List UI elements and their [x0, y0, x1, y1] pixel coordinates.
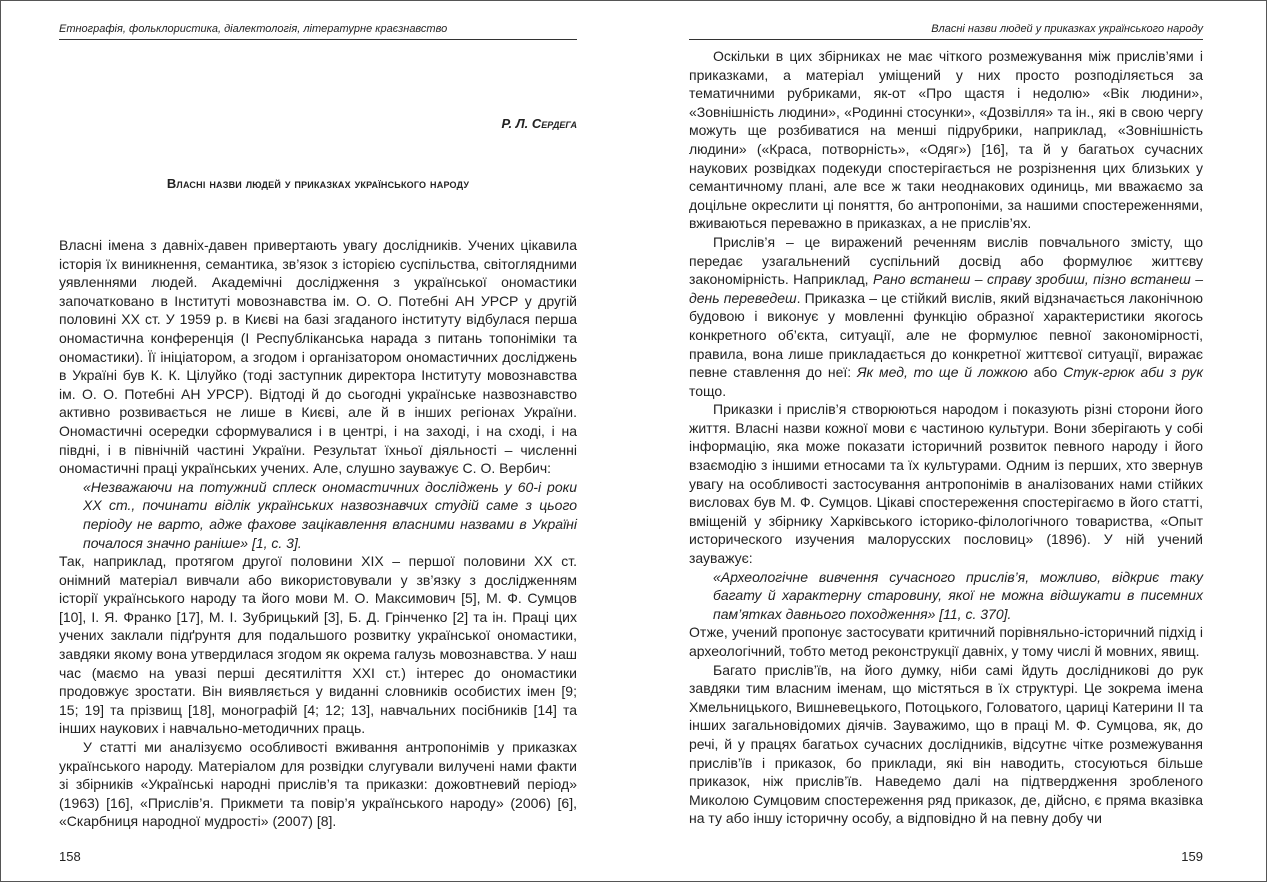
example-saying: Як мед, то ще й ложкою [857, 364, 1028, 381]
text-run: тощо. [689, 382, 727, 399]
paragraph: Оскільки в цих збірниках не має чіткого розмежування між прислів’ями і приказками, а матеріал уміщений у них просто розподіляється за тематичними рубриками, як-от «Про щастя і недолю» «Вік людини», «Зовнішність людини», «Родинні стосунки», «Дозвілля» та ін., які в свою чергу можуть ще розбиватися на менші підрубрики, наприклад, «Зовнішність людини» («Краса, потворність», «Одяг») [16], та й у багатьох сучасних наукових розвідках подекуди спостерігається не розрізнення цих близьких у семантичному плані, але все ж таки неоднакових одиниць, ми вважаємо за доцільне окреслити ці поняття, бо антропоніми, за нашими спостереженнями, вживаються переважно в приказках, а не прислів’ях. [689, 48, 1203, 232]
right-page [689, 1, 1203, 883]
text-run: . Приказка – це стійкий вислів, який відзначається лаконічною будовою і виконує у мовленні функцію образної характеристики якогось конкретного об’єкта, ситуації, але не формулює певної закономірності, правила, вона лише прикладається до конкретної життєвої ситуації, виражає певне ставлення до неї: [689, 289, 1203, 381]
right-body [689, 47, 1203, 828]
paragraph: Власні імена з давніх-давен привертають увагу дослідників. Учених цікавила історія їх виникнення, семантика, зв’язок з історією суспільства, світоглядними уявленнями людей. Академічні дослідження з української ономастики започатковано в Інституті мовознавства ім. О. О. Потебні АН УРСР у другій половині XX ст. У 1959 р. в Києві на базі згаданого інституту відбулася перша ономастична конференція (І Республіканська нарада з питань топоніміки та ономастики). Її ініціатором, а згодом і організатором ономастичних досліджень в Україні був К. К. Цілуйко (тоді заступник директора Інституту мовознавства ім. О. О. Потебні АН УРСР). Відтоді й до сьогодні українське назвознавство активно розвивається не лише в Києві, але й в інших регіонах України. Ономастичні осередки сформувалися і в центрі, і на заході, і на сході, і на півдні, і в північній частині України. Результат їхньої діяльності – численні ономастичні праці українських учених. Але, слушно зауважує С. О. Вербич: [59, 237, 577, 477]
example-saying: Стук-грюк аби з рук [1063, 364, 1203, 381]
paragraph: Так, наприклад, протягом другої половини XIX – першої половини XX ст. онімний матеріал вивчали або використовували у зв’язку з дослідженням історії українського народу та його мови М. О. Максимович [5], М. Ф. Сумцов [10], І. Я. Франко [17], М. І. Зубрицький [3], Б. Д. Грінченко [2] та ін. Праці цих учених заклали підґрунтя для подальшого розвитку української ономастики, завдяки якому вона утвердилася згодом як окрема галузь мовознавства. У наш час (маємо на увазі перші десятиліття XXI ст.) інтерес до ономастики продовжує зростати. Він виявляється у виданні словників особистих імен [9; 15; 19] та прізвищ [18], монографій [4; 12; 13], навчальних посібників [14] та інших наукових і навчально-методичних праць. [59, 553, 577, 737]
running-head-right: Власні назви людей у приказках українського народу [689, 23, 1203, 40]
page-number-right: 159 [1181, 849, 1203, 864]
text-run: Прислів’я – це виражений реченням вислів повчального змісту, що передає узагальнений суспільний досвід або формулює життєву закономірність. Наприклад, [689, 233, 1203, 288]
page-number-left: 158 [59, 849, 81, 864]
text-run: або [1027, 364, 1064, 381]
article-title: Власні назви людей у приказках українського народу [166, 176, 470, 191]
block-quote: «Археологічне вивчення сучасного прислів’я, можливо, відкриє таку багату й характерну старовину, якої не можна відшукати в писемних пам’ятках давнього походження» [11, с. 370]. [713, 568, 1203, 622]
paragraph: Приказки і прислів’я створюються народом і показують різні сторони його життя. Власні назви кожної мови є частиною культури. Вони зберігають у собі інформацію, яка може показати історичний розвиток певного народу і його взаємодію з іншими етносами та їх культурами. Одним із перших, хто звернув увагу на особливості застосування антропонімів в аналізованих нами стійких висловах був М. Ф. Сумцов. Цікаві спостереження спостерігаємо в його статті, вміщеній у збірнику Харківського історико-філологічного товариства, «Опыт исторического изучения малорусских пословиц» (1896). У ній учений зауважує: [689, 401, 1203, 567]
paragraph: У статті ми аналізуємо особливості вживання антропонімів у приказках українського народу. Матеріалом для розвідки слугували вилучені нами факти зі збірників «Українські народні прислів’я та приказки: дожовтневий період» (1963) [16], «Прислів’я. Прикмети та повір’я українського народу» (2006) [6], «Скарбниця народної мудрості» (2007) [8]. [59, 739, 577, 830]
paragraph [689, 233, 1203, 400]
left-page [59, 1, 577, 883]
author: Р. Л. Сердега [501, 116, 577, 131]
block-quote: «Незважаючи на потужний сплеск ономастичних досліджень у 60-і роки XX ст., починати відлік українських назвознавчих студій саме з цього періоду не варто, адже фахове зацікавлення власними назвами в Україні почалося значно раніше» [1, с. 3]. [83, 478, 577, 551]
left-body [59, 236, 577, 831]
example-proverb: Рано встанеш – справу зробиш, пізно встанеш – день переведеш [689, 271, 1203, 306]
paragraph: Багато прислів’їв, на його думку, ніби самі йдуть дослідникові до рук завдяки тим власним іменам, що містяться в їх структурі. Це зокрема імена Хмельницького, Вишневецького, Потоцького, Головатого, цариці Катерини II та інших загальновідомих діячів. Зауважимо, що в праці М. Ф. Сумцова, як, до речі, й у працях багатьох сучасних дослідників, відсутнє чітке розмежування прислів’їв і приказок, бо приклади, які він наводить, стосуються більше приказок, ніж прислів’їв. Наведемо далі на підтвердження зробленого Миколою Сумцовим спостереження ряд приказок, де, дійсно, є пряма вказівка на ту або іншу історичну особу, а відповідно й на певну добу чи [689, 661, 1203, 827]
paragraph: Отже, учений пропонує застосувати критичний порівняльно-історичний підхід і археологічний, тобто метод реконструкції давніх, у тому числі й мовних, явищ. [689, 624, 1203, 659]
running-head-left: Етнографія, фольклористика, діалектологія, літературне краєзнавство [59, 23, 577, 40]
